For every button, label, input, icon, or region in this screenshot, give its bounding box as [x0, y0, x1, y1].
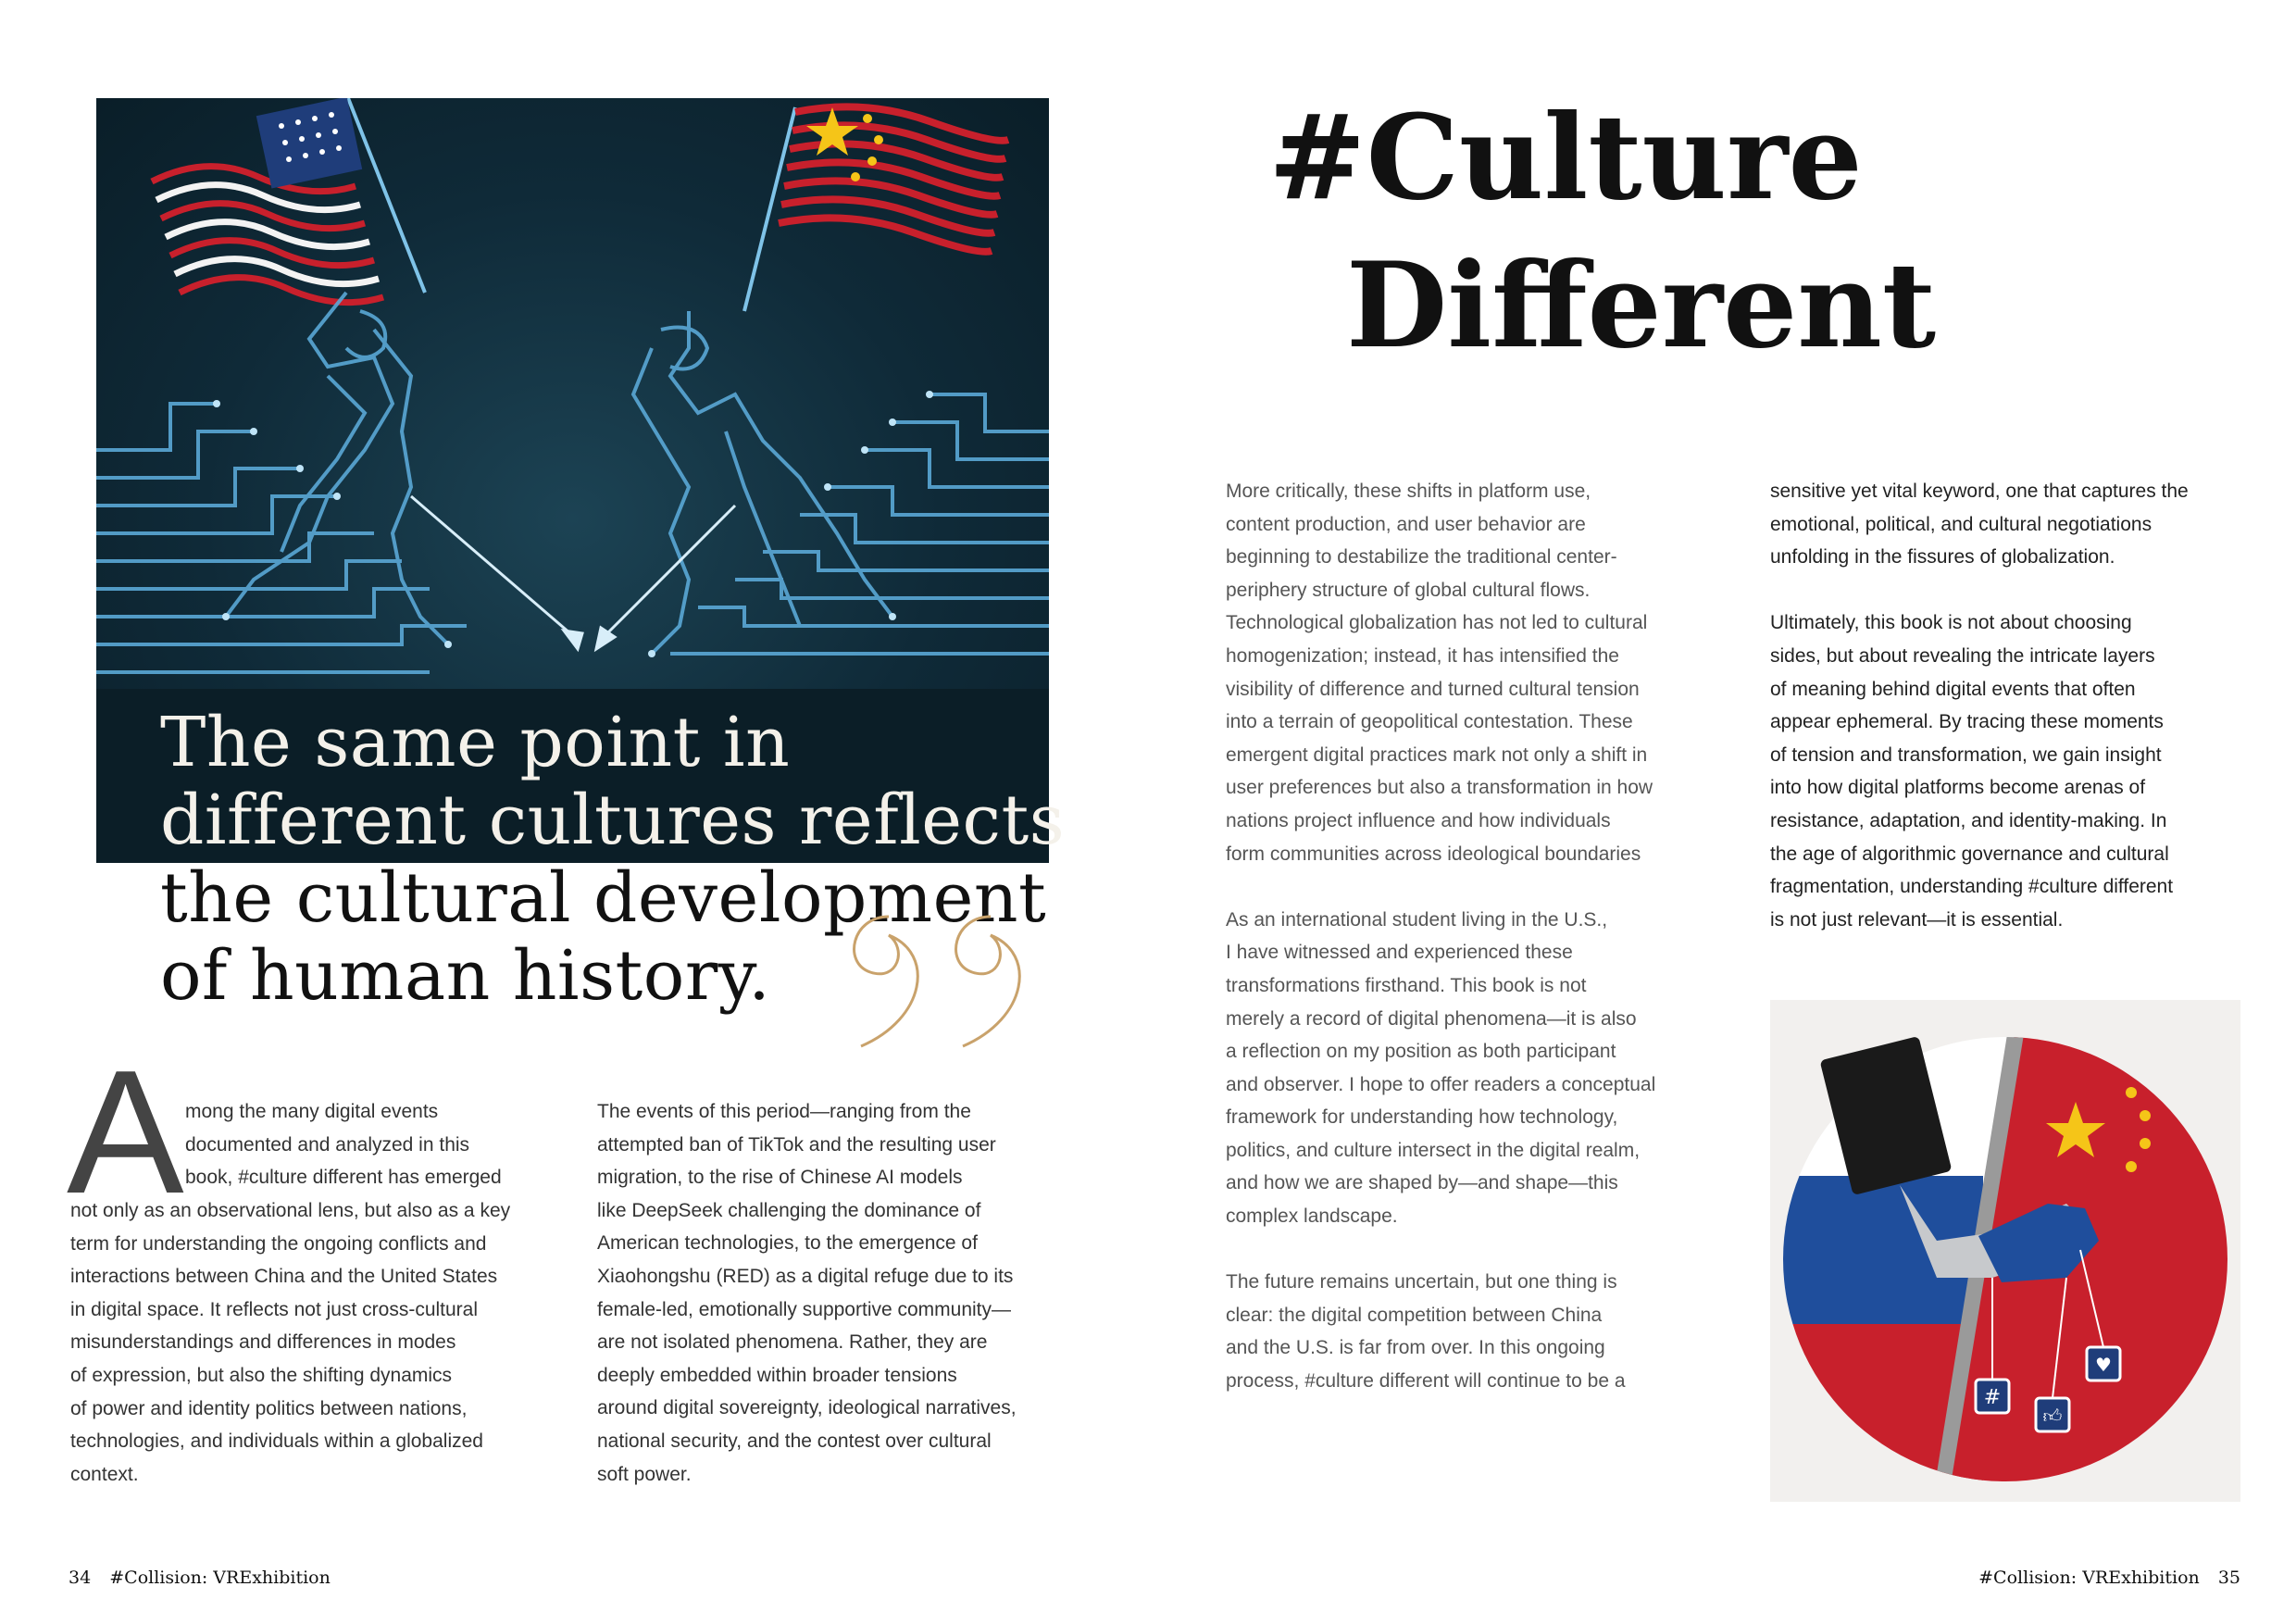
svg-text:#: # — [1983, 1386, 2002, 1409]
heart-icon — [2087, 1347, 2120, 1380]
footer-left — [69, 1568, 331, 1588]
pull-quote-line: the cultural development — [160, 858, 1047, 938]
closing-quote-icon — [833, 898, 1065, 1056]
footer-publication: #Collision: VRExhibition — [1978, 1568, 2200, 1588]
svg-text:👍︎: 👍︎ — [2042, 1405, 2063, 1427]
circuit-figures-illustration — [96, 98, 1049, 691]
col3-body: More critically, these shifts in platform use, content production, and user behavior are beginning to destabilize the traditional center- periphery structure of global cultural flows. Technological globalization has not led to cultural homogenization; instead, it has intensified the visibility of difference and turned cultural tension into a terrain of geopolitical contestation. These emergent digital practices mark not only a shift in user preferences but also a transformation in how nations project influence and how individuals form communities across ideological boundaries As an international student living in the U.S., I have witnessed and experienced these transformations firsthand. This book is not merely a record of digital phenomena—it is also a reflection on my position as both participant and observer. I hope to offer readers a conceptual framework for understanding how technology, politics, and culture intersect in the digital realm, and how we are shaped by—and shape—this complex landscape. The future remains uncertain, but one thing is clear: the digital competition between China and the U.S. is far from over. In this ongoing process, #culture different will continue to be a — [1226, 481, 1656, 1393]
pull-quote-line: of human history. — [160, 936, 771, 1016]
col2-body: The events of this period—ranging from the attempted ban of TikTok and the resulting user migration, to the rise of Chinese AI models like DeepSeek challenging the dominance of American technologies, to the emergence of Xiaohongshu (RED) as a digital refuge due to its female-led, emotionally supportive community— are not isolated phenomena. Rather, they are deeply embedded within broader tensions around digital sovereignty, ideological narratives, national security, and the contest over cultural soft power. — [597, 1101, 1017, 1485]
page-title — [1268, 83, 1936, 380]
china-flag-icon — [744, 106, 1008, 311]
title-line-1: #Culture — [1268, 89, 1863, 226]
footer-publication: #Collision: VRExhibition — [109, 1568, 331, 1588]
pull-quote-line: The same point in — [160, 703, 791, 782]
col4-body: sensitive yet vital keyword, one that captures the emotional, political, and cultural negotiations unfolding in the fissures of globalization. Ultimately, this book is not about choosing sides, but about revealing the intricate layers of meaning behind digital events that often appear ephemeral. By tracing these moments of tension and transformation, we gain insight into how digital platforms become arenas of resistance, adaptation, and identity-making. In the age of algorithmic governance and cultural fragmentation, understanding #culture different is not just relevant—it is essential. — [1770, 481, 2189, 931]
puppet-flags-illustration — [1770, 1000, 2240, 1502]
page-number: 34 — [69, 1568, 92, 1588]
col1-body: not only as an observational lens, but also as a key term for understanding the ongoing conflicts and interactions between China and the United States in digital space. It reflects not just cross-cultural misunderstandings and differences in modes of expression, but also the shifting dynamics of power and identity politics between nations, technologies, and individuals within a globalized context. — [70, 1200, 511, 1485]
pull-quote-line: different cultures reflects — [160, 781, 1066, 860]
svg-text:♥: ♥ — [2095, 1354, 2112, 1376]
page-number: 35 — [2217, 1568, 2240, 1588]
drop-cap: A — [67, 1034, 184, 1230]
col1-first-lines: mong the many digital events documented and analyzed in this book, #culture different has emerged — [185, 1101, 502, 1189]
title-line-2: Different — [1346, 237, 1937, 374]
hashtag-icon — [1976, 1380, 2009, 1413]
thumbs-up-icon — [2036, 1398, 2069, 1431]
us-flag-icon — [152, 98, 425, 303]
footer-right — [1978, 1568, 2240, 1588]
